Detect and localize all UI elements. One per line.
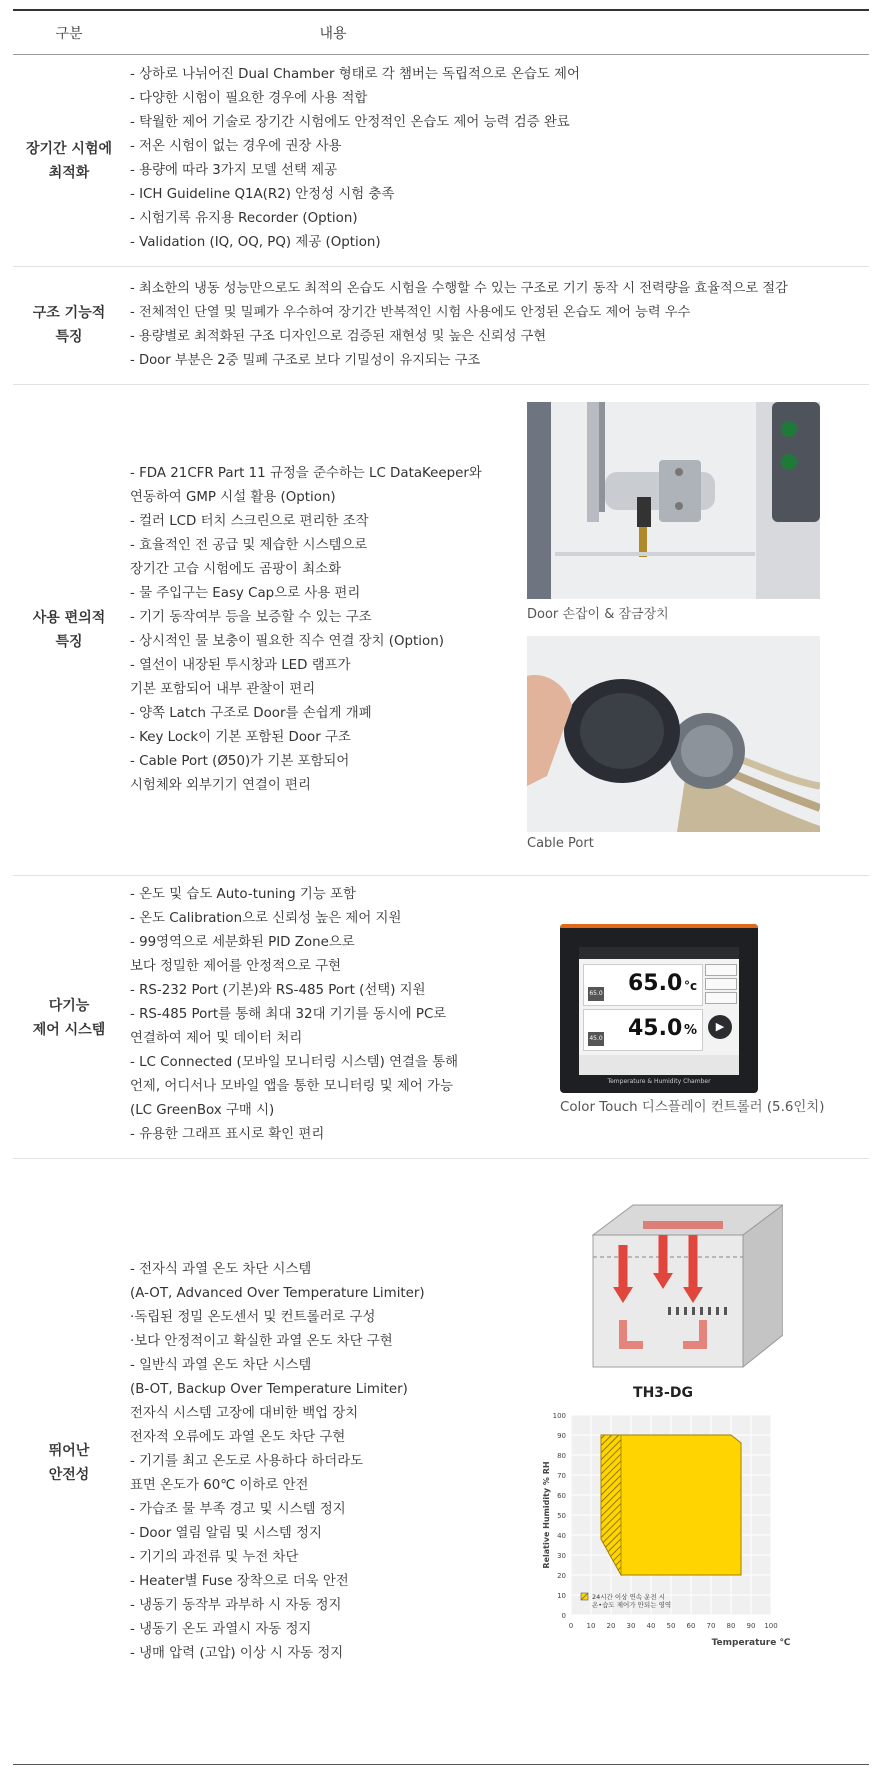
table-bottom-rule (13, 1764, 869, 1765)
category-line: 특징 (55, 634, 83, 650)
display-footer: Temperature & Humidity Chamber (607, 1078, 711, 1085)
item-list (130, 63, 580, 255)
list-item: - 양쪽 Latch 구조로 Door를 손쉽게 개폐 (130, 706, 372, 721)
list-item: - 효율적인 전 공급 및 제습한 시스템으로 (130, 538, 368, 553)
y-tick-label: 80 (557, 1452, 566, 1460)
section-structure (13, 267, 869, 385)
list-item: - 99영역으로 세분화된 PID Zone으로 (130, 935, 355, 950)
menu-button[interactable] (705, 978, 737, 990)
play-icon[interactable]: ▶ (708, 1015, 732, 1039)
header-content: 내용 (319, 26, 347, 42)
legend-swatch (581, 1593, 588, 1600)
list-item: - 컬러 LCD 터치 스크린으로 편리한 조작 (130, 514, 369, 529)
section-convenience (13, 385, 869, 876)
category-line: 다기능 (48, 998, 90, 1014)
list-item: (LC GreenBox 구매 시) (130, 1103, 275, 1118)
cable-port-photo (527, 636, 820, 832)
list-item: ·독립된 정밀 온도센서 및 컨트롤러로 구성 (130, 1310, 376, 1325)
y-tick-label: 20 (557, 1572, 566, 1580)
door-handle-photo (527, 402, 820, 599)
item-list (130, 277, 788, 373)
list-item: - Door 부분은 2중 밀폐 구조로 보다 기밀성이 유지되는 구조 (130, 353, 481, 368)
display-top-strip (560, 924, 758, 928)
section-category (13, 1439, 125, 1487)
temp-panel (583, 964, 703, 1006)
section-safety (13, 1159, 869, 1764)
list-item: 언제, 어디서나 모바일 앱을 통한 모니터링 및 제어 가능 (130, 1079, 453, 1094)
legend-label: 온•습도 제어가 안되는 영역 (592, 1601, 672, 1609)
y-tick-label: 100 (552, 1412, 566, 1420)
list-item: - 가습조 물 부족 경고 및 시스템 정지 (130, 1502, 346, 1517)
list-item: - 용량에 따라 3가지 모델 선택 제공 (130, 163, 338, 178)
operating-region (601, 1435, 741, 1575)
list-item: 시험체와 외부기기 연결이 편리 (130, 778, 311, 793)
list-item: - 전자식 과열 온도 차단 시스템 (130, 1262, 312, 1277)
set-temp: 65.0 (588, 987, 604, 1001)
list-item: - LC Connected (모바일 모니터링 시스템) 연결을 통해 (130, 1055, 459, 1070)
list-item: - Validation (IQ, OQ, PQ) 제공 (Option) (130, 235, 381, 250)
list-item: 장기간 고습 시험에도 곰팡이 최소화 (130, 562, 342, 577)
section-category (13, 994, 125, 1042)
list-item: - 물 주입구는 Easy Cap으로 사용 편리 (130, 586, 361, 601)
y-tick-label: 40 (557, 1532, 566, 1540)
list-item: - 냉동기 동작부 과부하 시 자동 정지 (130, 1598, 342, 1613)
controller-display (560, 924, 758, 1093)
humidity-chart (533, 1385, 833, 1765)
legend-label: 24시간 이상 연속 운전 시 (592, 1593, 666, 1601)
menu-button[interactable] (705, 964, 737, 976)
list-item: - Cable Port (Ø50)가 기본 포함되어 (130, 754, 350, 769)
list-item: - Heater별 Fuse 장착으로 더욱 안전 (130, 1574, 349, 1589)
list-item: - 최소한의 냉동 성능만으로도 최적의 온습도 시험을 수행할 수 있는 구조로 기기 동작 시 전력량을 효율적으로 절감 (130, 281, 788, 296)
y-tick-label: 90 (557, 1432, 566, 1440)
menu-button[interactable] (705, 992, 737, 1004)
x-tick-label: 40 (646, 1622, 656, 1630)
x-tick-label: 10 (586, 1622, 596, 1630)
humidity-panel (583, 1009, 703, 1051)
controller-caption: Color Touch 디스플레이 컨트롤러 (5.6인치) (560, 1100, 825, 1115)
list-item: - 냉동기 온도 과열시 자동 정지 (130, 1622, 312, 1637)
category-line: 구조 기능적 (32, 305, 106, 321)
x-tick-label: 100 (764, 1622, 778, 1630)
list-item: 표면 온도가 60℃ 이하로 안전 (130, 1478, 309, 1493)
y-tick-label: 30 (557, 1552, 566, 1560)
screen-topbar (579, 947, 739, 959)
section-category (13, 301, 125, 349)
chart-title: TH3-DG (633, 1385, 693, 1401)
category-line: 사용 편의적 (32, 610, 106, 626)
list-item: (B-OT, Backup Over Temperature Limiter) (130, 1382, 408, 1397)
list-item: 기본 포함되어 내부 관찰이 편리 (130, 682, 316, 697)
list-item: - 상시적인 물 보충이 필요한 직수 연결 장치 (Option) (130, 634, 444, 649)
category-line: 최적화 (48, 165, 90, 181)
y-tick-label: 10 (557, 1592, 566, 1600)
section-category (13, 606, 125, 654)
list-item: - 유용한 그래프 표시로 확인 편리 (130, 1127, 325, 1142)
list-item: 전자적 오류에도 과열 온도 차단 구현 (130, 1430, 346, 1445)
list-item: - 탁월한 제어 기술로 장기간 시험에도 안정적인 온습도 제어 능력 검증 완료 (130, 115, 570, 130)
x-tick-label: 80 (726, 1622, 736, 1630)
section-long-term (13, 55, 869, 267)
list-item: - RS-485 Port를 통해 최대 32대 기기를 동시에 PC로 (130, 1007, 447, 1022)
cable-caption: Cable Port (527, 836, 594, 851)
section-category (13, 137, 125, 185)
list-item: - 저온 시험이 없는 경우에 권장 사용 (130, 139, 342, 154)
header-category: 구분 (55, 26, 83, 42)
list-item: - 열선이 내장된 투시창과 LED 램프가 (130, 658, 351, 673)
list-item: - 온도 및 습도 Auto-tuning 기능 포함 (130, 887, 356, 902)
list-item: - Key Lock이 기본 포함된 Door 구조 (130, 730, 351, 745)
list-item: - 기기를 최고 온도로 사용하다 하더라도 (130, 1454, 364, 1469)
list-item: - 용량별로 최적화된 구조 디자인으로 검증된 재현성 및 높은 신뢰성 구현 (130, 329, 547, 344)
x-tick-label: 60 (686, 1622, 696, 1630)
list-item: 전자식 시스템 고장에 대비한 백업 장치 (130, 1406, 359, 1421)
list-item: - RS-232 Port (기본)와 RS-485 Port (선택) 지원 (130, 983, 426, 998)
list-item: ·보다 안정적이고 확실한 과열 온도 차단 구현 (130, 1334, 393, 1349)
airflow-diagram (583, 1195, 783, 1375)
x-tick-label: 50 (666, 1622, 676, 1630)
y-tick-label: 60 (557, 1492, 566, 1500)
list-item: - 냉매 압력 (고압) 이상 시 자동 정지 (130, 1646, 344, 1661)
list-item: - FDA 21CFR Part 11 규정을 준수하는 LC DataKeeper와 (130, 466, 482, 481)
list-item: - ICH Guideline Q1A(R2) 안정성 시험 충족 (130, 187, 395, 202)
list-item: (A-OT, Advanced Over Temperature Limiter) (130, 1286, 425, 1301)
section-control (13, 876, 869, 1159)
temp-unit: °c (684, 979, 698, 993)
category-line: 특징 (55, 329, 83, 345)
y-axis-label: Relative Humidity % RH (542, 1461, 551, 1569)
list-item: - 일반식 과열 온도 차단 시스템 (130, 1358, 312, 1373)
door-caption: Door 손잡이 & 잠금장치 (527, 607, 669, 622)
screen-bottom-bar (579, 1055, 739, 1075)
list-item: 연동하여 GMP 시설 활용 (Option) (130, 490, 336, 505)
x-tick-label: 0 (568, 1622, 574, 1630)
category-line: 뛰어난 (48, 1443, 90, 1459)
list-item: - 상하로 나뉘어진 Dual Chamber 형태로 각 챔버는 독립적으로 온습도 제어 (130, 67, 580, 82)
item-list (130, 462, 482, 798)
list-item: - 온도 Calibration으로 신뢰성 높은 제어 지원 (130, 911, 402, 926)
item-list (130, 1258, 425, 1666)
temp-value: 65.0 (628, 971, 683, 996)
list-item: - 시험기록 유지용 Recorder (Option) (130, 211, 358, 226)
table-header (13, 11, 869, 54)
x-tick-label: 30 (626, 1622, 636, 1630)
list-item: 보다 정밀한 제어를 안정적으로 구현 (130, 959, 342, 974)
list-item: - 전체적인 단열 및 밀폐가 우수하여 장기간 반복적인 시험 사용에도 안정된 온습도 제어 능력 우수 (130, 305, 691, 320)
item-list (130, 883, 458, 1147)
x-tick-label: 20 (606, 1622, 616, 1630)
list-item: - 기기의 과전류 및 누전 차단 (130, 1550, 299, 1565)
list-item: 연결하여 제어 및 데이터 처리 (130, 1031, 303, 1046)
hum-value: 45.0 (628, 1016, 683, 1041)
hum-unit: % (684, 1023, 698, 1038)
category-line: 제어 시스템 (32, 1022, 106, 1038)
list-item: - 다양한 시험이 필요한 경우에 사용 적합 (130, 91, 368, 106)
y-tick-label: 0 (561, 1612, 566, 1620)
display-screen (579, 947, 739, 1075)
list-item: - 기기 동작여부 등을 보증할 수 있는 구조 (130, 610, 372, 625)
y-tick-label: 70 (557, 1472, 566, 1480)
set-hum: 45.0 (588, 1032, 604, 1046)
list-item: - Door 열림 알림 및 시스템 정지 (130, 1526, 322, 1541)
category-line: 안전성 (48, 1467, 90, 1483)
x-tick-label: 90 (746, 1622, 756, 1630)
x-tick-label: 70 (706, 1622, 716, 1630)
chart-svg (533, 1407, 833, 1762)
category-line: 장기간 시험에 (25, 141, 113, 157)
y-tick-label: 50 (557, 1512, 566, 1520)
x-axis-label: Temperature ℃ (711, 1638, 791, 1648)
